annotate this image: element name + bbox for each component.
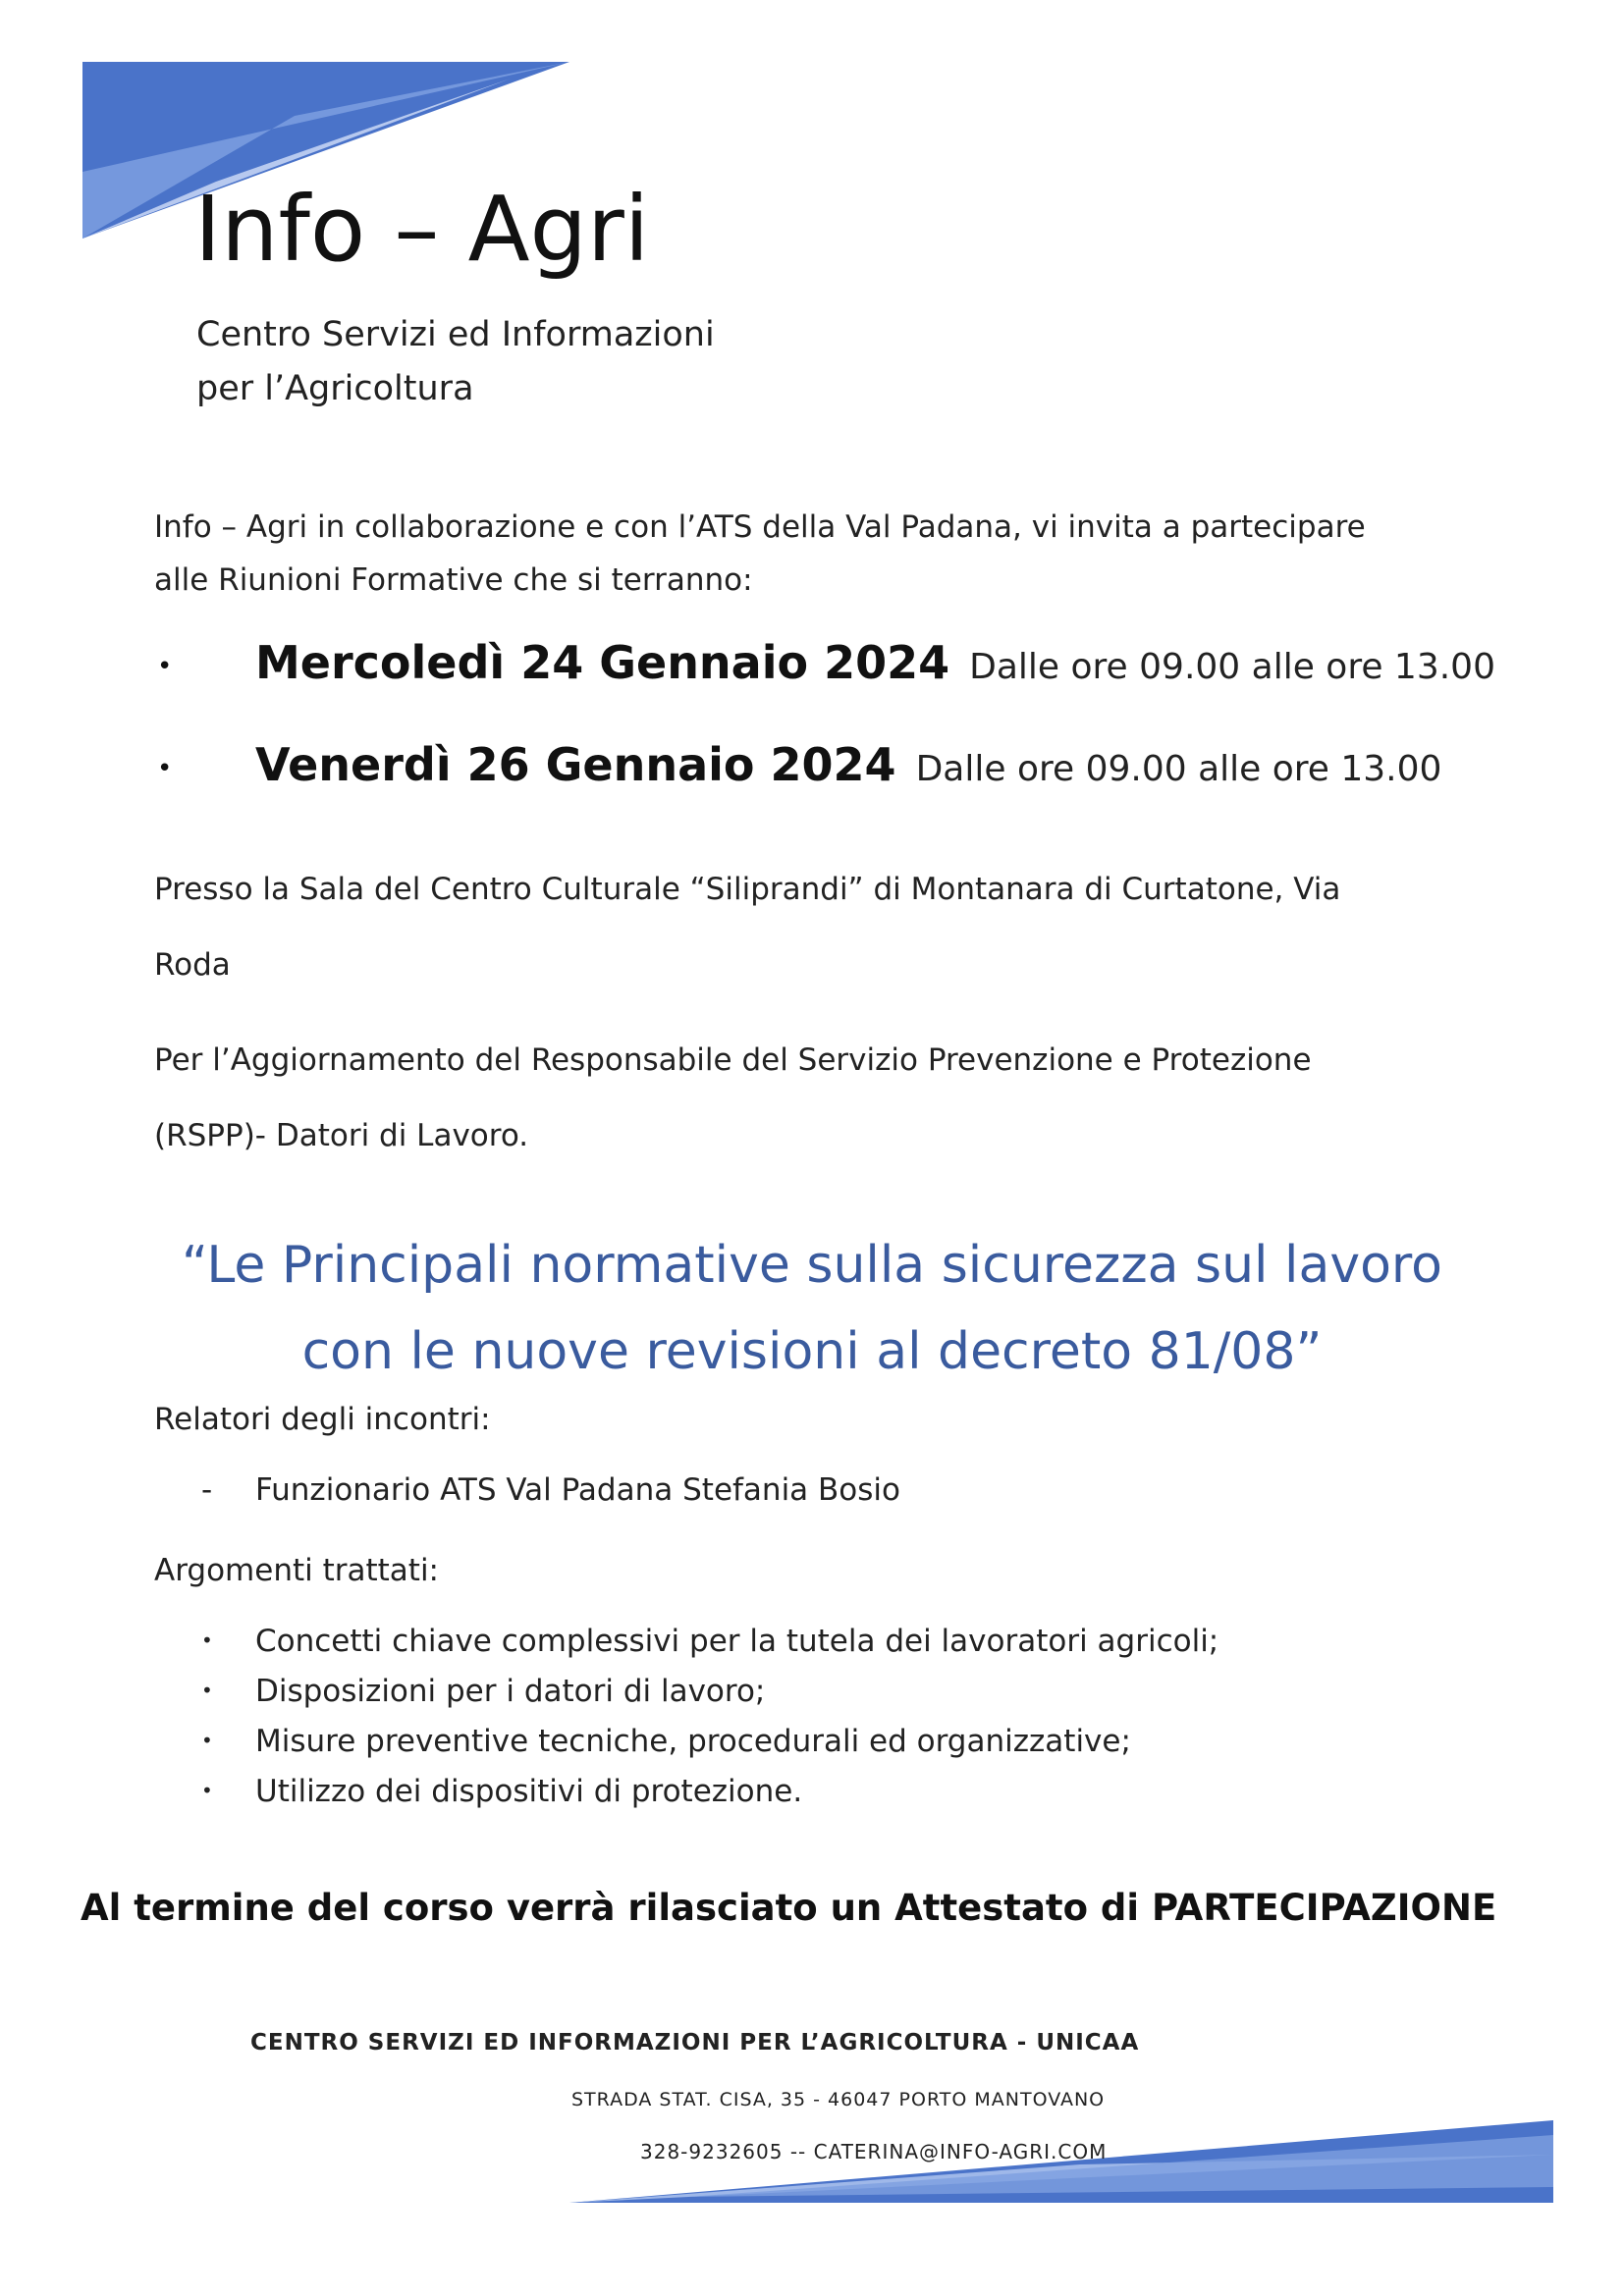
- course-title-line-2: con le nuove revisioni al decreto 81/08”: [301, 1322, 1323, 1381]
- speakers-label: Relatori degli incontri:: [154, 1402, 491, 1437]
- topics-label: Argomenti trattati:: [154, 1553, 440, 1588]
- topic-text: Disposizioni per i datori di lavoro;: [255, 1674, 766, 1709]
- bullet-icon: •: [157, 754, 173, 783]
- date-hours: Dalle ore 09.00 alle ore 13.00: [969, 647, 1495, 687]
- purpose-paragraph: [154, 1023, 1480, 1174]
- topic-text: Concetti chiave complessivi per la tutela dei lavoratori agricoli;: [255, 1624, 1219, 1659]
- date-item: [157, 738, 1441, 807]
- certificate-notice: Al termine del corso verrà rilasciato un Attestato di PARTECIPAZIONE: [81, 1887, 1497, 1929]
- location-line-1: Presso la Sala del Centro Culturale “Siliprandi” di Montanara di Curtatone, Via: [154, 872, 1341, 907]
- topic-text: Utilizzo dei dispositivi di protezione.: [255, 1774, 803, 1809]
- footer-address: STRADA STAT. CISA, 35 - 46047 PORTO MANTOVANO: [571, 2089, 1106, 2110]
- brand-subtitle: [196, 308, 715, 416]
- dash-icon: -: [201, 1472, 213, 1508]
- list-item: [201, 1618, 1218, 1668]
- location-paragraph: [154, 852, 1480, 1003]
- speaker-item: [201, 1472, 900, 1508]
- topic-text: Misure preventive tecniche, procedurali ed organizzative;: [255, 1724, 1131, 1759]
- purpose-line-1: Per l’Aggiornamento del Responsabile del Servizio Prevenzione e Protezione: [154, 1042, 1312, 1078]
- list-item: [201, 1718, 1218, 1768]
- location-line-2: Roda: [154, 947, 231, 983]
- bullet-icon: •: [157, 652, 173, 681]
- list-item: [201, 1768, 1218, 1818]
- date-day: Mercoledì 24 Gennaio 2024: [255, 636, 950, 689]
- date-item: [157, 636, 1495, 705]
- footer-contacts: 328-9232605 -- CATERINA@INFO-AGRI.COM: [640, 2140, 1108, 2163]
- bullet-icon: •: [201, 1729, 213, 1752]
- speaker-name: Funzionario ATS Val Padana Stefania Bosio: [255, 1472, 900, 1508]
- bullet-icon: •: [201, 1779, 213, 1802]
- date-day: Venerdì 26 Gennaio 2024: [255, 738, 896, 791]
- brand-subtitle-line-1: Centro Servizi ed Informazioni: [196, 315, 715, 354]
- purpose-line-2: (RSPP)- Datori di Lavoro.: [154, 1118, 529, 1153]
- intro-line-2: alle Riunioni Formative che si terranno:: [154, 562, 753, 598]
- brand-title: Info – Agri: [194, 177, 650, 282]
- intro-paragraph: [154, 501, 1480, 607]
- topics-list: [201, 1618, 1218, 1818]
- bullet-icon: •: [201, 1679, 213, 1702]
- course-title-line-1: “Le Principali normative sulla sicurezza sul lavoro: [182, 1236, 1442, 1295]
- intro-line-1: Info – Agri in collaborazione e con l’ATS della Val Padana, vi invita a partecipare: [154, 509, 1366, 545]
- bullet-icon: •: [201, 1629, 213, 1652]
- brand-subtitle-line-2: per l’Agricoltura: [196, 369, 474, 408]
- list-item: [201, 1668, 1218, 1718]
- course-title: [0, 1222, 1624, 1395]
- date-hours: Dalle ore 09.00 alle ore 13.00: [915, 749, 1442, 789]
- footer-organization: CENTRO SERVIZI ED INFORMAZIONI PER L’AGRICOLTURA - UNICAA: [250, 2030, 1140, 2056]
